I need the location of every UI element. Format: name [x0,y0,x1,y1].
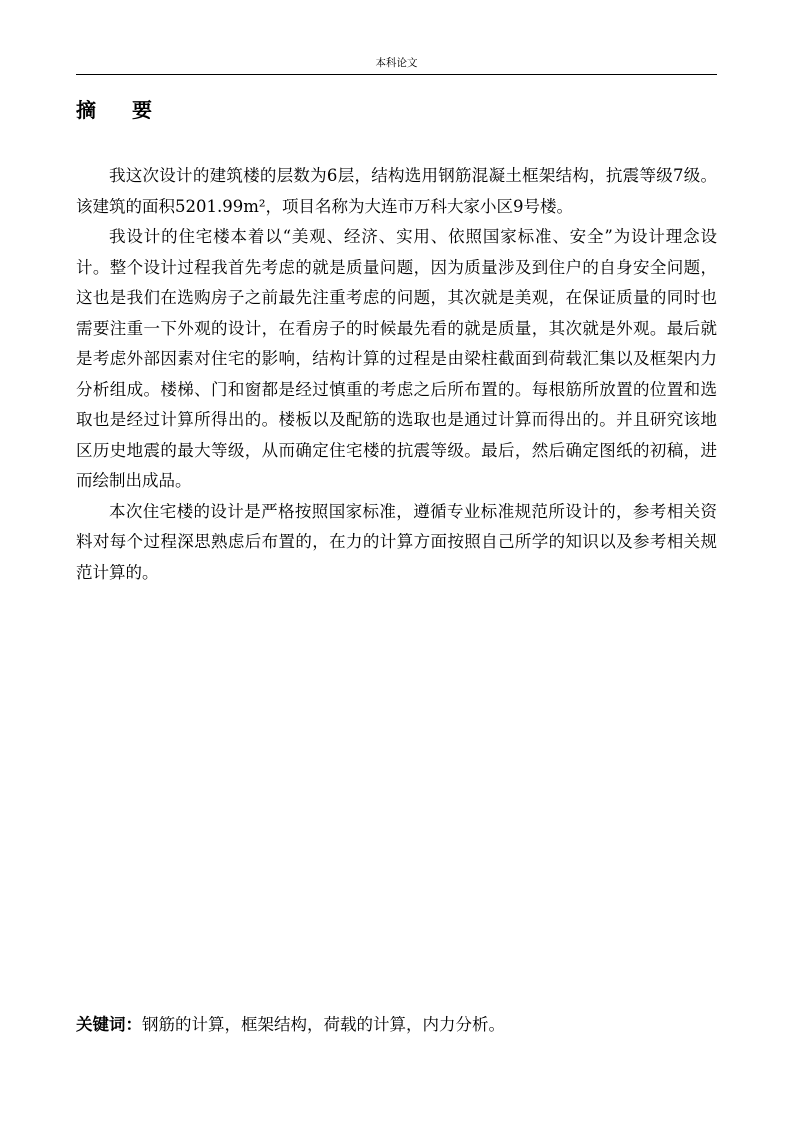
abstract-body [76,161,717,588]
abstract-paragraph-1: 我这次设计的建筑楼的层数为6层，结构选用钢筋混凝土框架结构，抗震等级7级。该建筑的面积5201.99m²，项目名称为大连市万科大家小区9号楼。 [76,166,717,216]
keywords-text: 钢筋的计算，框架结构，荷载的计算，内力分析。 [142,1015,505,1034]
abstract-paragraph-2: 我设计的住宅楼本着以“美观、经济、实用、依照国家标准、安全”为设计理念设计。整个设计过程我首先考虑的就是质量问题，因为质量涉及到住户的自身安全问题，这也是我们在选购房子之前最先注重考虑的问题，其次就是美观，在保证质量的同时也需要注重一下外观的设计，在看房子的时候最先看的就是质量，其次就是外观。最后就是考虑外部因素对住宅的影响，结构计算的过程是由梁柱截面到荷载汇集以及框架内力分析组成。楼梯、门和窗都是经过慎重的考虑之后所布置的。每根筋所放置的位置和选取也是经过计算所得出的。楼板以及配筋的选取也是通过计算而得出的。并且研究该地区历史地震的最大等级，从而确定住宅楼的抗震等级。最后，然后确定图纸的初稿，进而绘制出成品。 [76,227,717,490]
page-header-text: 本科论文 [375,57,418,69]
abstract-paragraph-3: 本次住宅楼的设计是严格按照国家标准，遵循专业标准规范所设计的，参考相关资料对每个过程深思熟虑后布置的，在力的计算方面按照自己所学的知识以及参考相关规范计算的。 [76,501,717,582]
keywords-label: 关键词： [76,1015,142,1034]
abstract-title: 摘要 [76,98,188,122]
keywords-line [76,1012,717,1038]
page-header [76,56,717,75]
